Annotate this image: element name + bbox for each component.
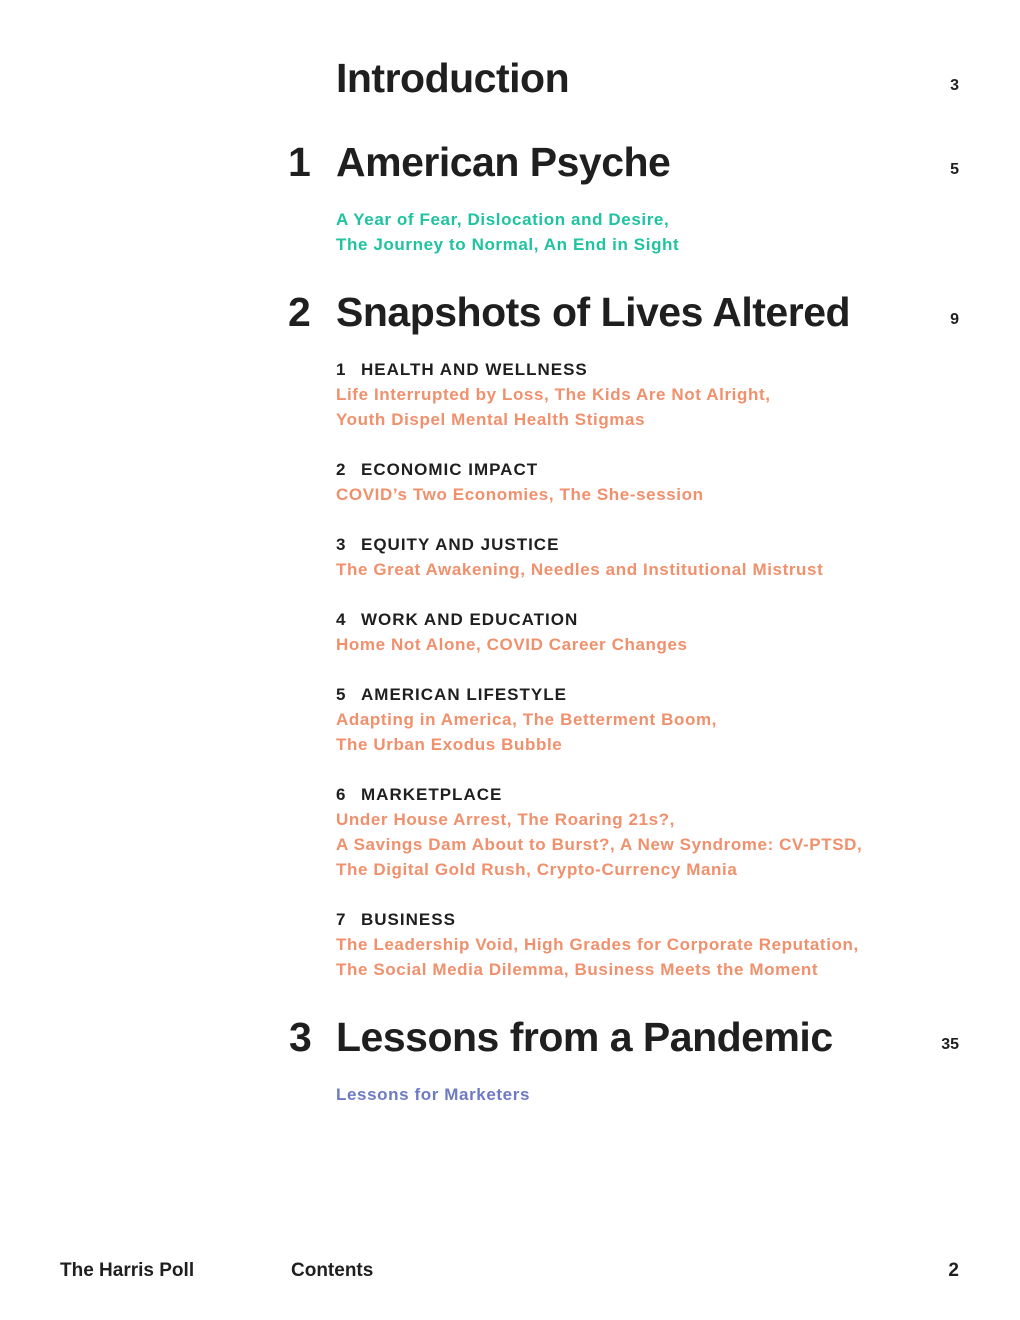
chapter-1-title[interactable]: American Psyche [336, 139, 671, 185]
chapter-2-number: 2 [288, 289, 311, 335]
section-number: 1 [336, 360, 347, 379]
section-title: EQUITY AND JUSTICE [361, 535, 560, 554]
section-heading [336, 782, 862, 807]
chapter-1-subtitle-line: The Journey to Normal, An End in Sight [336, 235, 680, 254]
section-number: 4 [336, 610, 347, 629]
section-american-lifestyle[interactable] [336, 682, 717, 757]
section-heading [336, 607, 688, 632]
section-work-and-education[interactable] [336, 607, 688, 657]
section-heading [336, 532, 823, 557]
section-topic-line: The Social Media Dilemma, Business Meets the Moment [336, 960, 819, 979]
section-topic-line: Home Not Alone, COVID Career Changes [336, 635, 688, 654]
section-marketplace[interactable] [336, 782, 862, 882]
section-topic-line: The Great Awakening, Needles and Institutional Mistrust [336, 560, 824, 579]
section-heading [336, 682, 717, 707]
section-topic-line: Youth Dispel Mental Health Stigmas [336, 410, 646, 429]
section-title: ECONOMIC IMPACT [361, 460, 539, 479]
chapter-1-number: 1 [288, 139, 311, 185]
section-title: BUSINESS [361, 910, 456, 929]
chapter-1-subtitle[interactable] [336, 207, 679, 257]
section-equity-and-justice[interactable] [336, 532, 823, 582]
section-heading [336, 357, 771, 382]
intro-page-number: 3 [950, 77, 959, 94]
section-topic-line: The Digital Gold Rush, Crypto-Currency Mania [336, 860, 738, 879]
section-title: HEALTH AND WELLNESS [361, 360, 588, 379]
section-health-and-wellness[interactable] [336, 357, 771, 432]
intro-title[interactable]: Introduction [336, 55, 570, 101]
section-topic-line: The Urban Exodus Bubble [336, 735, 563, 754]
footer-page-number: 2 [948, 1260, 959, 1281]
chapter-3-page-number: 35 [941, 1036, 959, 1053]
section-topic-line: The Leadership Void, High Grades for Corporate Reputation, [336, 935, 859, 954]
section-number: 6 [336, 785, 347, 804]
chapter-3-title[interactable]: Lessons from a Pandemic [336, 1014, 833, 1060]
section-topic-line: Under House Arrest, The Roaring 21s?, [336, 810, 675, 829]
section-heading [336, 907, 859, 932]
section-topic-line: A Savings Dam About to Burst?, A New Syndrome: CV-PTSD, [336, 835, 863, 854]
section-business[interactable] [336, 907, 859, 982]
chapter-1-subtitle-line: A Year of Fear, Dislocation and Desire, [336, 210, 670, 229]
chapter-1-page-number: 5 [950, 161, 959, 178]
chapter-3-subtitle[interactable]: Lessons for Marketers [336, 1085, 531, 1104]
section-economic-impact[interactable] [336, 457, 704, 507]
section-number: 7 [336, 910, 347, 929]
section-number: 5 [336, 685, 347, 704]
chapter-2-title[interactable]: Snapshots of Lives Altered [336, 289, 851, 335]
footer-section-label: Contents [291, 1260, 374, 1281]
section-title: WORK AND EDUCATION [361, 610, 579, 629]
section-title: MARKETPLACE [361, 785, 503, 804]
chapter-3-number: 3 [289, 1014, 312, 1060]
footer-brand: The Harris Poll [60, 1260, 195, 1281]
section-number: 3 [336, 535, 347, 554]
section-topic-line: Adapting in America, The Betterment Boom, [336, 710, 718, 729]
section-topic-line: COVID’s Two Economies, The She-session [336, 485, 704, 504]
section-title: AMERICAN LIFESTYLE [361, 685, 567, 704]
chapter-2-page-number: 9 [950, 311, 959, 328]
section-topic-line: Life Interrupted by Loss, The Kids Are Not Alright, [336, 385, 771, 404]
section-heading [336, 457, 704, 482]
section-number: 2 [336, 460, 347, 479]
